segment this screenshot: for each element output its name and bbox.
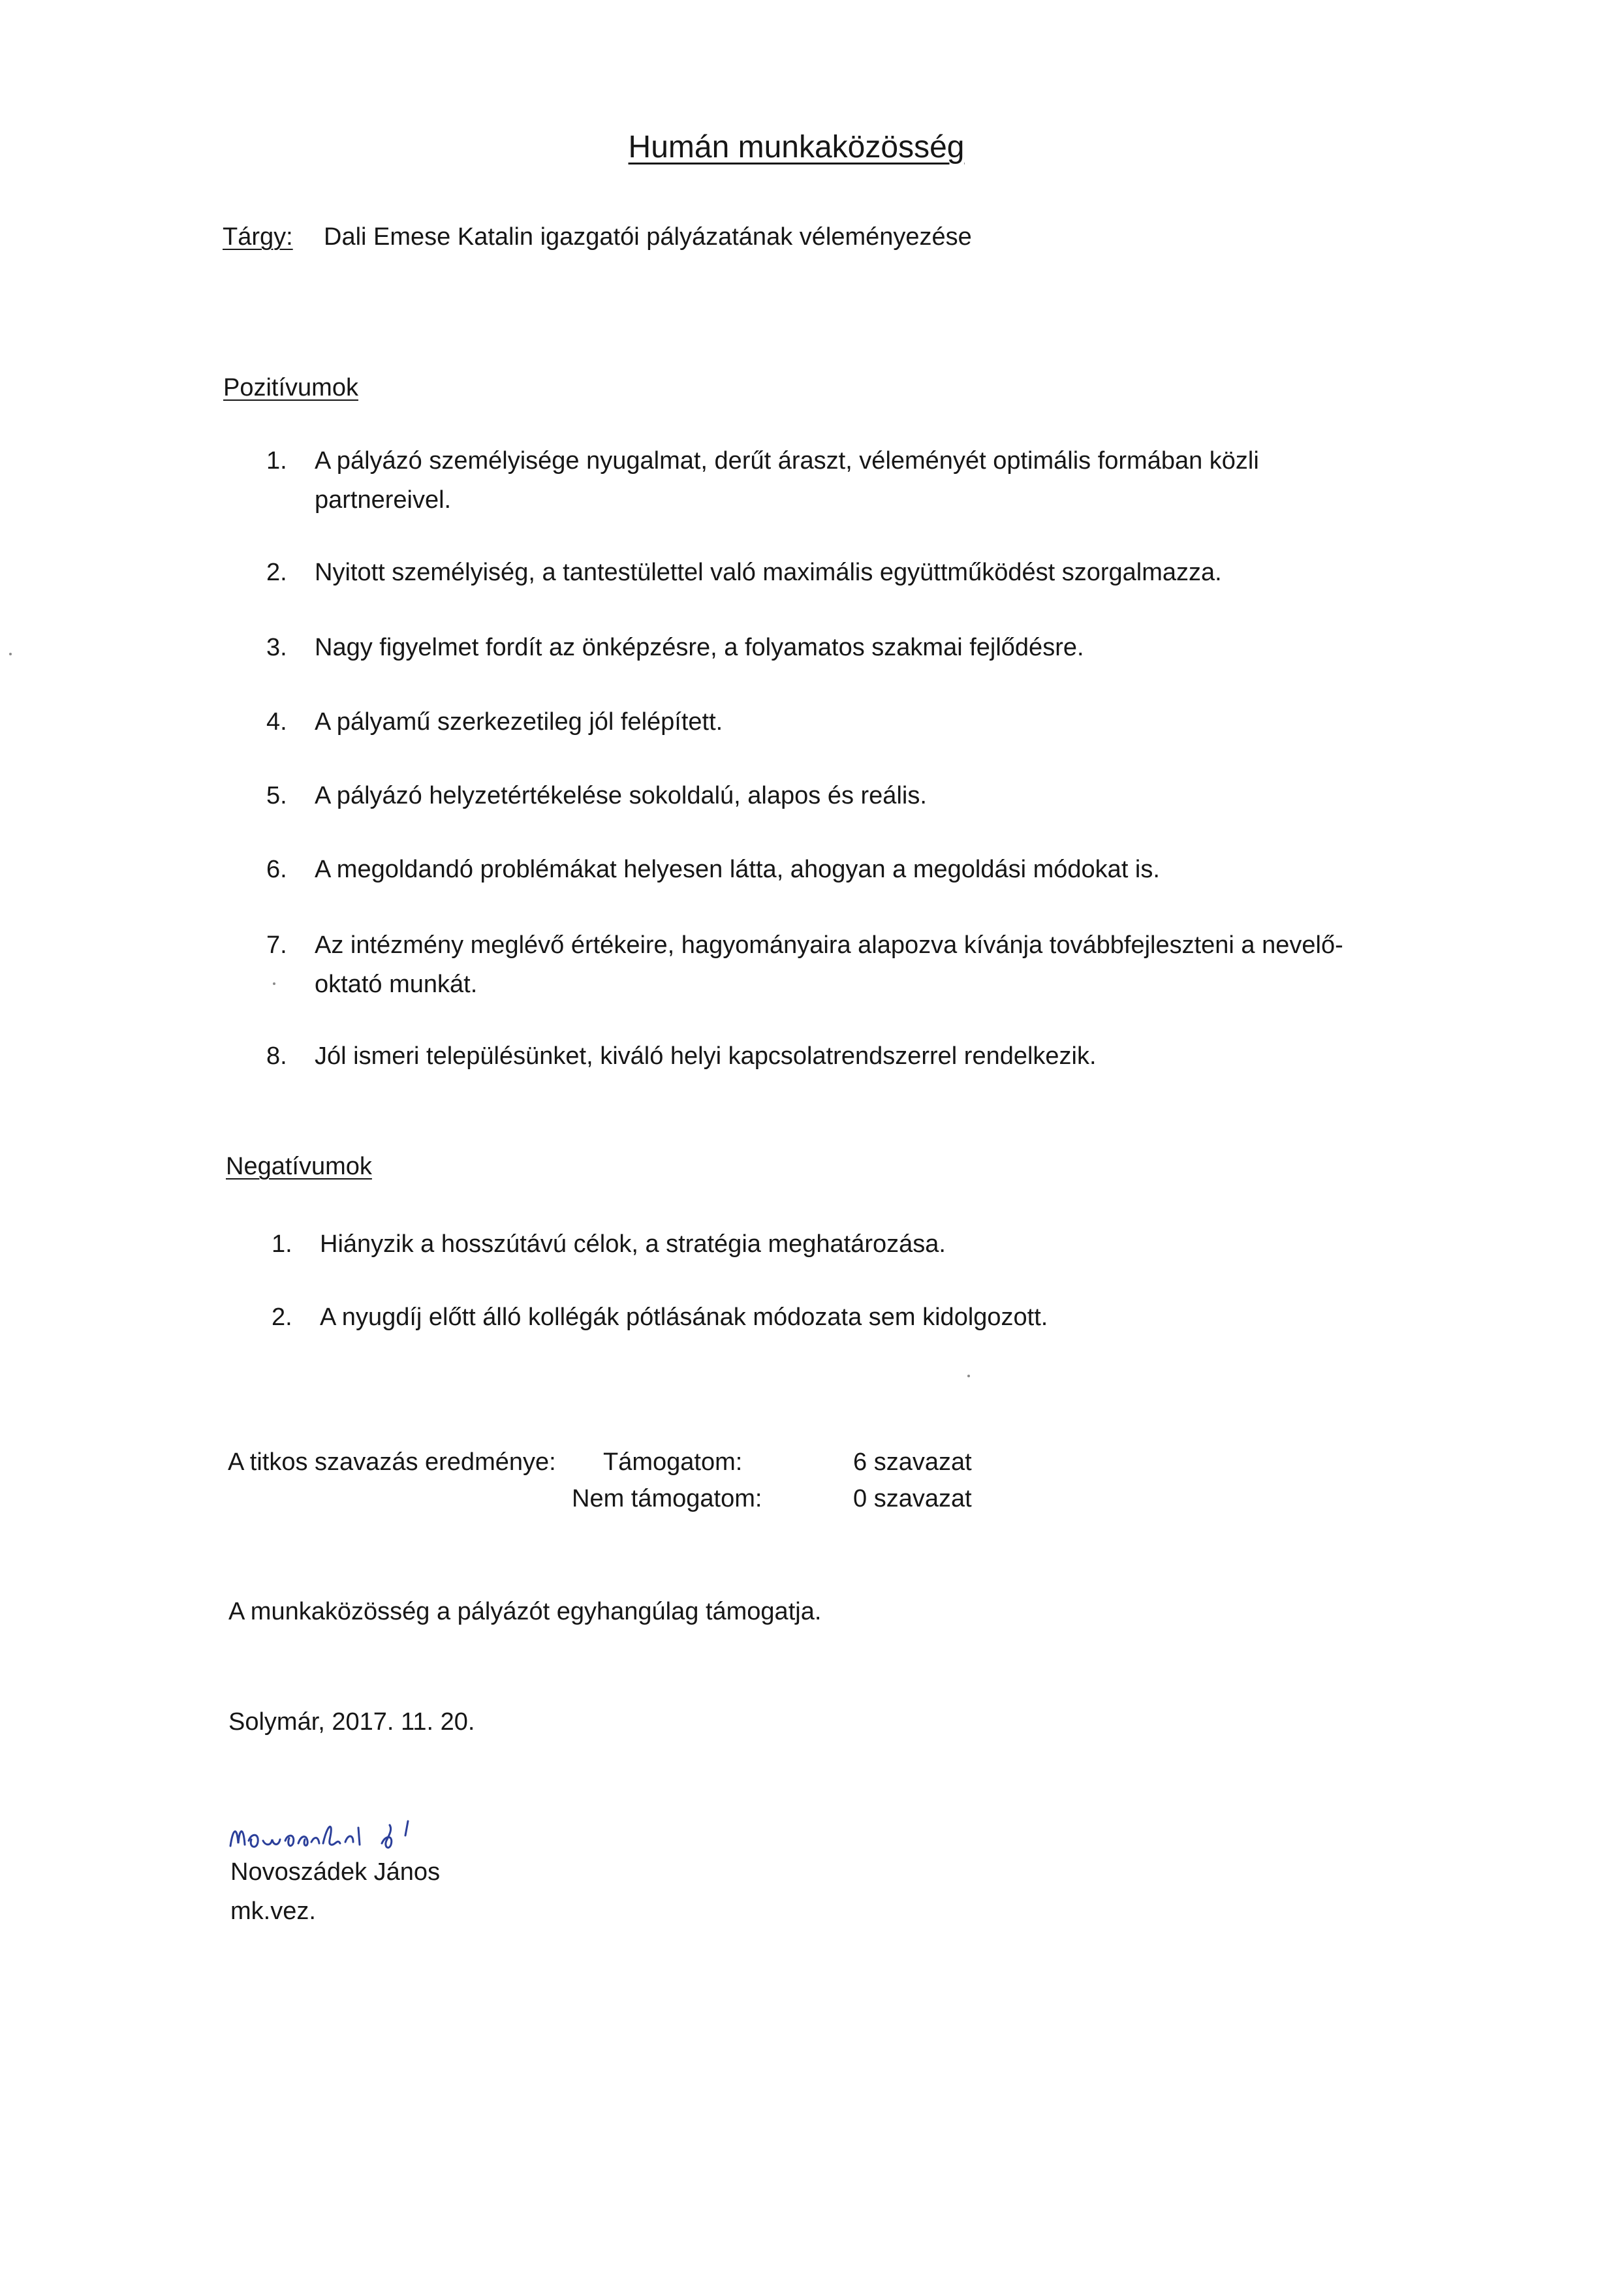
vote-oppose-label: Nem támogatom: <box>572 1485 762 1512</box>
positives-heading: Pozitívumok <box>223 374 358 401</box>
list-text: A nyugdíj előtt álló kollégák pótlásának módozata sem kidolgozott. <box>320 1304 1048 1331</box>
list-text: A pályázó helyzetértékelése sokoldalú, alapos és reális. <box>315 782 927 809</box>
vote-label: A titkos szavazás eredménye: <box>228 1448 556 1476</box>
scan-speck <box>9 653 12 655</box>
positive-item-6 <box>266 850 1402 889</box>
list-number: 1. <box>272 1230 292 1258</box>
list-number: 6. <box>266 856 287 883</box>
negative-item-1 <box>272 1225 1407 1264</box>
positive-item-7 <box>266 926 1402 1004</box>
list-text: Nyitott személyiség, a tantestülettel való maximális együttműködést szorgalmazza. <box>315 559 1222 586</box>
positive-item-2 <box>266 553 1402 592</box>
negatives-heading: Negatívumok <box>226 1153 372 1180</box>
scan-speck <box>273 982 275 985</box>
negative-item-2 <box>272 1298 1407 1337</box>
positive-item-5 <box>266 776 1402 815</box>
list-number: 4. <box>266 708 287 736</box>
list-number: 1. <box>266 447 287 475</box>
list-number: 2. <box>266 559 287 586</box>
list-text: Az intézmény meglévő értékeire, hagyományaira alapozva kívánja továbbfejleszteni a nevelő-oktató munkát. <box>315 931 1343 998</box>
conclusion-text: A munkaközösség a pályázót egyhangúlag támogatja. <box>228 1598 822 1625</box>
list-number: 8. <box>266 1042 287 1070</box>
positive-item-3 <box>266 628 1402 667</box>
vote-support-value: 6 szavazat <box>853 1448 972 1476</box>
list-text: A megoldandó problémákat helyesen látta, ahogyan a megoldási módokat is. <box>315 856 1160 883</box>
list-text: Hiányzik a hosszútávú célok, a stratégia meghatározása. <box>320 1230 946 1258</box>
positive-item-1 <box>266 441 1402 520</box>
subject-text: Dali Emese Katalin igazgatói pályázatának véleményezése <box>324 223 972 251</box>
scan-speck <box>967 1375 970 1377</box>
list-number: 5. <box>266 782 287 809</box>
vote-oppose-value: 0 szavazat <box>853 1485 972 1512</box>
subject-label: Tárgy: <box>223 223 293 251</box>
vote-support-label: Támogatom: <box>603 1448 743 1476</box>
list-text: A pályamű szerkezetileg jól felépített. <box>315 708 723 736</box>
list-text: A pályázó személyisége nyugalmat, derűt áraszt, véleményét optimális formában közli partnereivel. <box>315 447 1259 514</box>
list-text: Nagy figyelmet fordít az önképzésre, a folyamatos szakmai fejlődésre. <box>315 634 1084 661</box>
positive-item-4 <box>266 702 1402 742</box>
positive-item-8 <box>266 1037 1402 1076</box>
list-number: 2. <box>272 1304 292 1331</box>
signer-title: mk.vez. <box>230 1898 316 1925</box>
list-text: Jól ismeri településünket, kiváló helyi kapcsolatrendszerrel rendelkezik. <box>315 1042 1097 1070</box>
list-number: 3. <box>266 634 287 661</box>
list-number: 7. <box>266 931 287 959</box>
document-title: Humán munkaközösség <box>628 130 965 164</box>
subject-line <box>223 223 972 251</box>
place-date: Solymár, 2017. 11. 20. <box>228 1708 475 1736</box>
signer-name: Novoszádek János <box>230 1858 441 1886</box>
